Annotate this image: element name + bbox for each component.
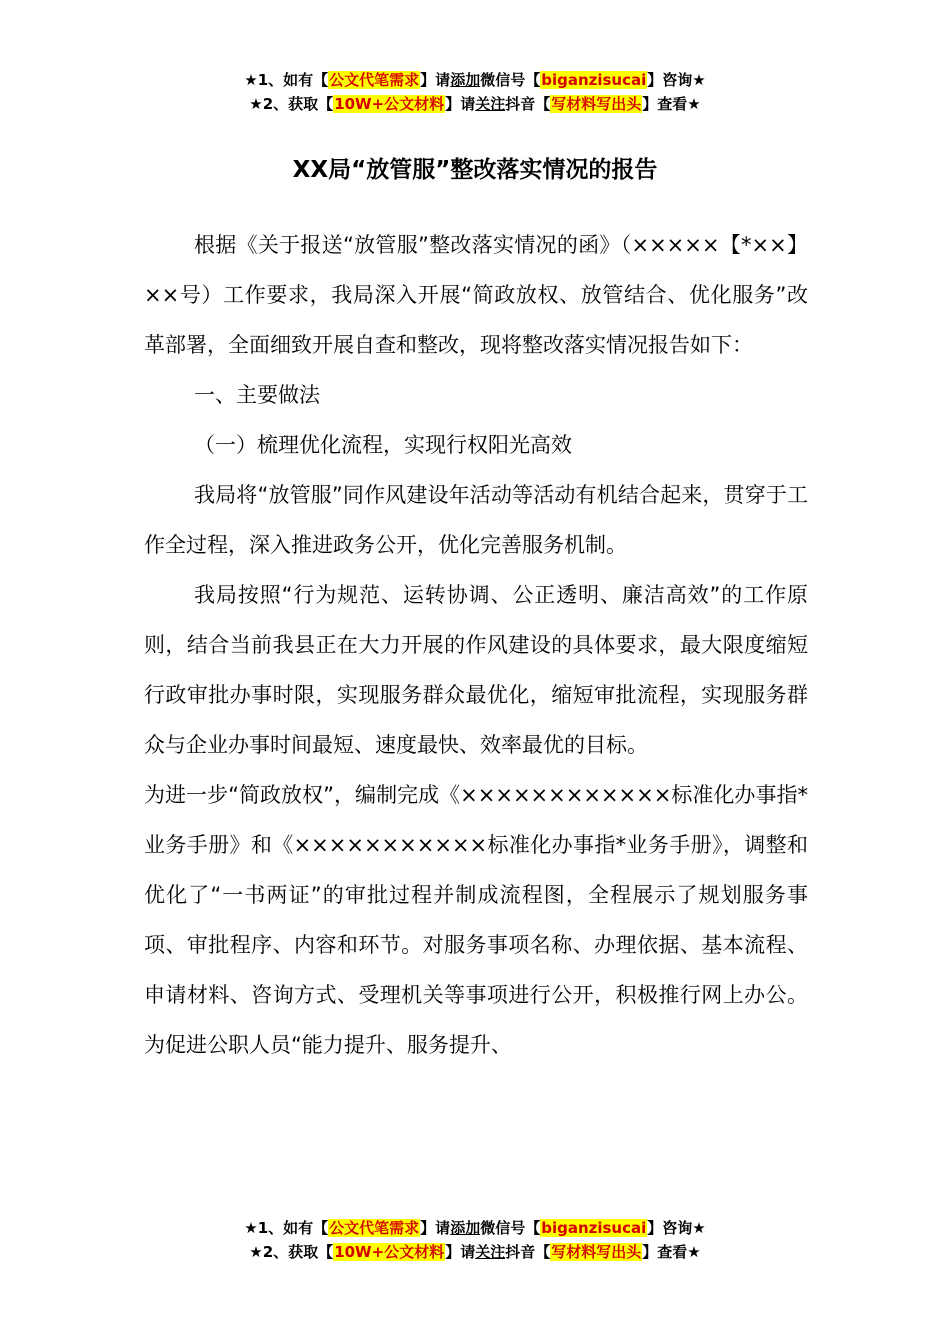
promo-text: 】请 — [445, 1243, 476, 1261]
promo-line-1 — [0, 68, 950, 92]
promo-line-2 — [0, 1240, 950, 1264]
intro-paragraph: 根据《关于报送“放管服”整改落实情况的函》（×××××【*××】××号）工作要求，我局深入开展“简政放权、放管结合、优化服务”改革部署，全面细致开展自查和整改，现将整改落实情况报告如下： — [144, 233, 808, 357]
body-paragraph: 我局按照“行为规范、运转协调、公正透明、廉洁高效”的工作原则，结合当前我县正在大力开展的作风建设的具体要求，最大限度缩短行政审批办事时限，实现服务群众最优化，缩短审批流程，实现服务群众与企业办事时间最短、速度最快、效率最优的目标。 — [144, 583, 808, 757]
promo-text: 抖音【 — [505, 95, 551, 113]
body-paragraph: 我局将“放管服”同作风建设年活动等活动有机结合起来，贯穿于工作全过程，深入推进政务公开，优化完善服务机制。 — [144, 483, 808, 557]
promo-highlight: 10W+公文材料 — [334, 1243, 445, 1261]
promo-text: 】查看★ — [642, 1243, 701, 1261]
promo-text: 微信号【 — [480, 1219, 541, 1237]
promo-highlight: 公文代笔需求 — [329, 1219, 420, 1237]
promo-text: 】咨询★ — [647, 71, 706, 89]
promo-text: ★1、如有【 — [244, 1219, 329, 1237]
promo-text: 】请 — [445, 95, 476, 113]
promo-highlight: 10W+公文材料 — [334, 95, 445, 113]
promo-banner-top — [0, 68, 950, 116]
subsection-heading: （一）梳理优化流程，实现行权阳光高效 — [194, 433, 572, 457]
document-title: XX局“放管服”整改落实情况的报告 — [292, 157, 658, 183]
promo-banner-bottom — [0, 1216, 950, 1264]
promo-text: 抖音【 — [505, 1243, 551, 1261]
body-paragraph: 为进一步“简政放权”，编制完成《××××××××××××标准化办事指*业务手册》和《×××××××××××标准化办事指*业务手册》，调整和优化了“一书两证”的审批过程并制成流程图，全程展示了规划服务事项、审批程序、内容和环节。对服务事项名称、办理依据、基本流程、申请材料、咨询方式、受理机关等事项进行公开，积极推行网上办公。为促进公职人员“能力提升、服务提升、 — [144, 783, 808, 1057]
promo-text: 】咨询★ — [647, 1219, 706, 1237]
promo-text: 】请 — [420, 1219, 451, 1237]
promo-highlight: 写材料写出头 — [551, 1243, 642, 1261]
promo-line-2 — [0, 92, 950, 116]
promo-underline: 添加 — [450, 1219, 481, 1237]
promo-text: ★2、获取【 — [249, 1243, 334, 1261]
promo-text: 微信号【 — [480, 71, 541, 89]
promo-underline: 关注 — [475, 95, 506, 113]
promo-text: 】请 — [420, 71, 451, 89]
promo-highlight: biganzisucai — [541, 71, 647, 89]
promo-underline: 添加 — [450, 71, 481, 89]
promo-highlight: biganzisucai — [541, 1219, 647, 1237]
promo-underline: 关注 — [475, 1243, 506, 1261]
promo-highlight: 公文代笔需求 — [329, 71, 420, 89]
section-heading: 一、主要做法 — [194, 383, 320, 407]
promo-highlight: 写材料写出头 — [551, 95, 642, 113]
promo-text: 】查看★ — [642, 95, 701, 113]
document-body — [144, 220, 808, 1070]
promo-text: ★2、获取【 — [249, 95, 334, 113]
promo-line-1 — [0, 1216, 950, 1240]
promo-text: ★1、如有【 — [244, 71, 329, 89]
